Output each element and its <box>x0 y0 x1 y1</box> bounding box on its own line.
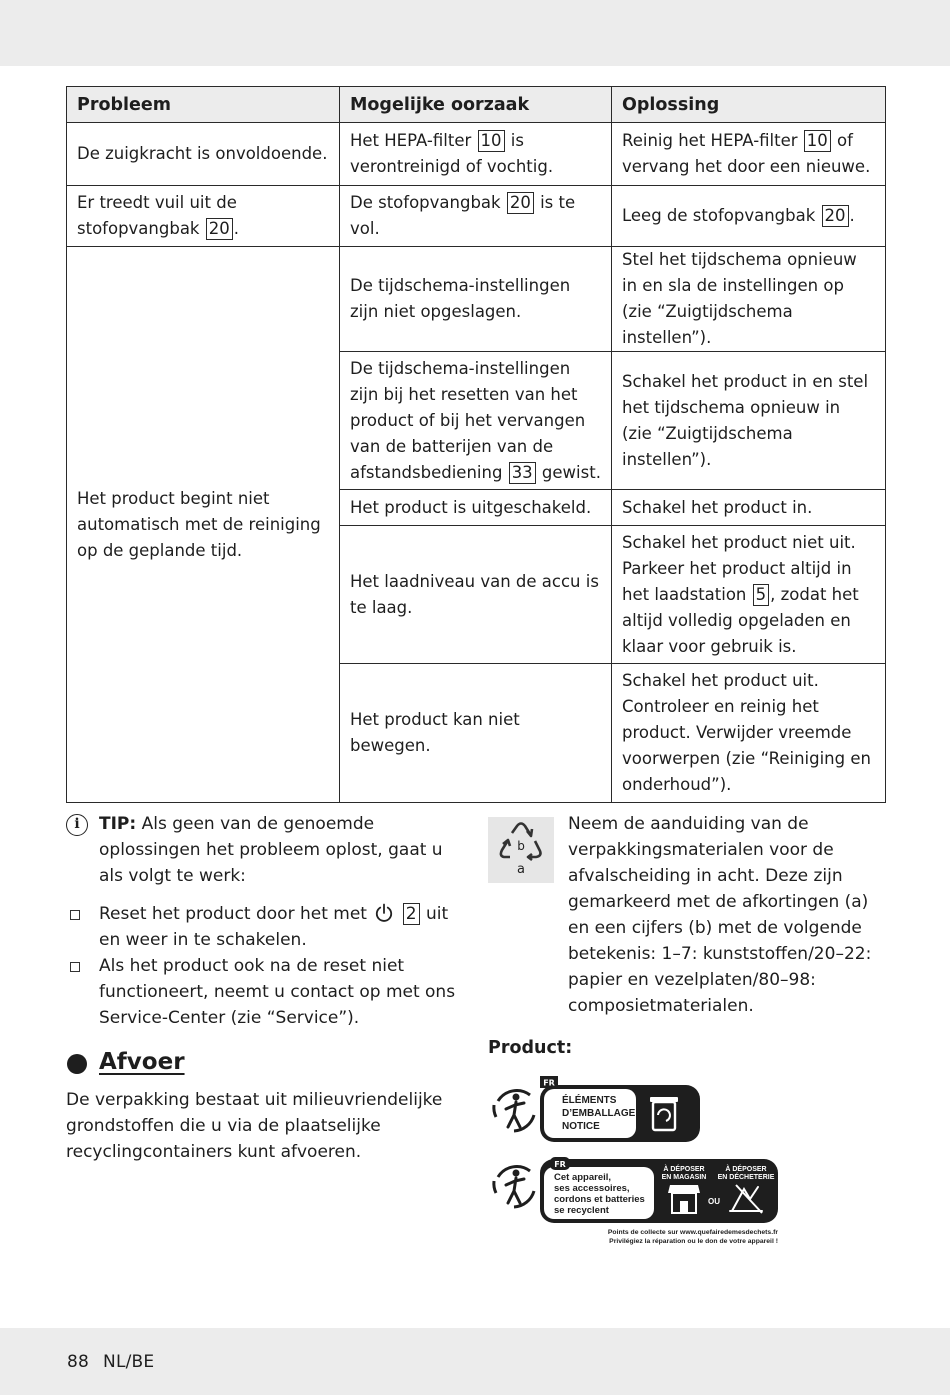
triman-icon <box>494 1167 534 1207</box>
cell-text: De tijdschema-instellingen zijn bij het resetten van het product of bij het vervangen van de batterijen van de afstandsbediening <box>350 358 586 482</box>
solution-cell <box>612 490 886 526</box>
cause-cell <box>340 490 612 526</box>
ref-box: 2 <box>403 903 420 925</box>
triman1-fr: FR <box>543 1078 555 1088</box>
cell-text: , zodat het altijd volledig opgeladen en klaar voor gebruik is. <box>622 584 859 656</box>
section-title-afvoer: Afvoer <box>99 1049 185 1075</box>
triman2-line: ses accessoires, <box>554 1183 630 1194</box>
section-bullet-icon <box>67 1054 87 1074</box>
solution-cell <box>612 186 886 247</box>
page-footer <box>67 1352 168 1372</box>
cell-text: De tijdschema-instellingen zijn niet opgeslagen. <box>350 276 571 321</box>
cell-text: De zuigkracht is onvoldoende. <box>77 144 328 163</box>
cell-text: Schakel het product in. <box>622 497 813 517</box>
bullet-text-after: uit en weer in te schakelen. <box>99 904 449 950</box>
cell-text: Schakel het product niet uit. Parkeer het product altijd in het laadstation <box>622 532 856 604</box>
cause-cell <box>340 526 612 664</box>
info-icon: i <box>66 814 88 836</box>
cell-text: Schakel het product uit. Controleer en reinig het product. Verwijder vreemde voorwerpen (zie “Reiniging en onderhoud”). <box>622 671 871 794</box>
repair-note-text: Privilégiez la réparation ou le don de votre appareil ! <box>609 1238 778 1245</box>
list-item <box>68 901 463 953</box>
cell-text: Leeg de stofopvangbak <box>622 206 821 225</box>
top-band <box>0 0 950 66</box>
cell-text: Het product is uitgeschakeld. <box>350 497 592 517</box>
cell-text: Reinig het HEPA-filter <box>622 131 803 150</box>
problem-cell <box>67 123 340 186</box>
cell-text: Er treedt vuil uit de stofopvangbak <box>77 193 237 238</box>
table-header-row <box>67 87 886 123</box>
ref-box: 33 <box>509 462 536 484</box>
locale-label: NL/BE <box>103 1352 155 1372</box>
cell-text: Stel het tijdschema opnieuw in en sla de instellingen op (zie “Zuigtijdschema instellen”). <box>622 250 857 347</box>
table-row <box>67 247 886 352</box>
cell-text: is te vol. <box>350 193 576 238</box>
cause-cell <box>340 664 612 803</box>
header-probleem: Probleem <box>67 87 340 123</box>
decheterie-label: EN DÉCHETERIE <box>717 1174 775 1181</box>
cause-cell <box>340 186 612 247</box>
cell-text: gewist. <box>536 462 601 482</box>
cell-text: Het laadniveau van de accu is te laag. <box>350 571 599 617</box>
ref-box: 5 <box>753 584 770 606</box>
cell-text: of vervang het door een nieuwe. <box>622 131 871 176</box>
cell-text: Het product kan niet bewegen. <box>350 710 520 755</box>
problem-cell-schedule: Het product begint niet automatisch met de reiniging op de geplande tijd. <box>67 247 340 803</box>
triman1-line: D’EMBALLAGE + <box>562 1108 644 1119</box>
cell-text: Het HEPA-filter <box>350 131 477 150</box>
triman1-line: NOTICE <box>562 1121 600 1132</box>
cell-text: is verontreinigd of vochtig. <box>350 131 554 176</box>
checkbox-square-icon <box>70 962 80 972</box>
bullet-text: Als het product ook na de reset niet functioneert, neemt u contact op met ons Service-Center (zie “Service”). <box>99 956 456 1028</box>
triman-icon <box>494 1091 534 1131</box>
triman1-line: ÉLÉMENTS <box>562 1095 617 1106</box>
collection-points-text: Points de collecte sur www.quefairedemesdechets.fr <box>607 1229 778 1236</box>
tip-paragraph <box>99 811 459 889</box>
triman2-fr: FR <box>554 1160 566 1169</box>
decheterie-label: À DÉPOSER <box>725 1166 767 1173</box>
cell-text: . <box>849 206 855 225</box>
tip-label: TIP: <box>99 814 137 834</box>
solution-cell <box>612 352 886 490</box>
magasin-label: À DÉPOSER <box>663 1166 705 1173</box>
table-row <box>67 123 886 186</box>
solution-cell <box>612 664 886 803</box>
recycle-symbol-a: a <box>517 862 525 877</box>
cell-text: . <box>233 219 239 238</box>
ref-box: 10 <box>478 130 505 152</box>
ref-box: 20 <box>822 205 849 227</box>
afvoer-paragraph: De verpakking bestaat uit milieuvriendelijke grondstoffen die u via de plaatselijke recyclingcontainers kunt afvoeren. <box>66 1090 443 1162</box>
triman2-line: cordons et batteries <box>554 1194 645 1205</box>
header-oplossing: Oplossing <box>612 87 886 123</box>
triman2-line: se recyclent <box>554 1205 609 1216</box>
checkbox-square-icon <box>70 910 80 920</box>
troubleshooting-table <box>66 86 886 803</box>
recycling-paragraph: Neem de aanduiding van de verpakkingsmaterialen voor de afvalscheiding in acht. Deze zijn gemarkeerd met de afkortingen (a) en een cijfers (b) met de volgende betekenis: 1–7: kunststoffen/20–22: papier en vezelplaten/80–98: composietmaterialen. <box>568 814 872 1016</box>
triman-appliance-logo <box>486 1155 786 1245</box>
magasin-label: EN MAGASIN <box>661 1174 707 1181</box>
solution-cell <box>612 123 886 186</box>
ref-box: 10 <box>804 130 831 152</box>
recycle-symbol-b: b <box>517 839 525 853</box>
cell-text: De stofopvangbak <box>350 193 506 212</box>
power-icon <box>374 903 394 923</box>
page-number: 88 <box>67 1352 90 1372</box>
reset-steps-list <box>68 901 463 1031</box>
cause-cell <box>340 123 612 186</box>
ou-label: OU <box>708 1197 720 1206</box>
triman-packaging-logo <box>486 1075 706 1147</box>
cause-cell <box>340 352 612 490</box>
recycle-triangle-icon <box>488 817 554 883</box>
tip-text: Als geen van de genoemde oplossingen het probleem oplost, gaat u als volgt te werk: <box>99 814 443 886</box>
list-item <box>68 953 463 1031</box>
ref-box: 20 <box>206 218 233 240</box>
problem-cell <box>67 186 340 247</box>
product-label: Product: <box>488 1038 573 1058</box>
header-oorzaak: Mogelijke oorzaak <box>340 87 612 123</box>
bullet-text-before: Reset het product door het met <box>99 904 373 924</box>
cell-text: Schakel het product in en stel het tijdschema opnieuw in (zie “Zuigtijdschema instellen”). <box>622 371 869 469</box>
table-row <box>67 186 886 247</box>
triman2-line: Cet appareil, <box>554 1172 612 1183</box>
cause-cell <box>340 247 612 352</box>
solution-cell <box>612 526 886 664</box>
ref-box: 20 <box>507 192 534 214</box>
solution-cell <box>612 247 886 352</box>
